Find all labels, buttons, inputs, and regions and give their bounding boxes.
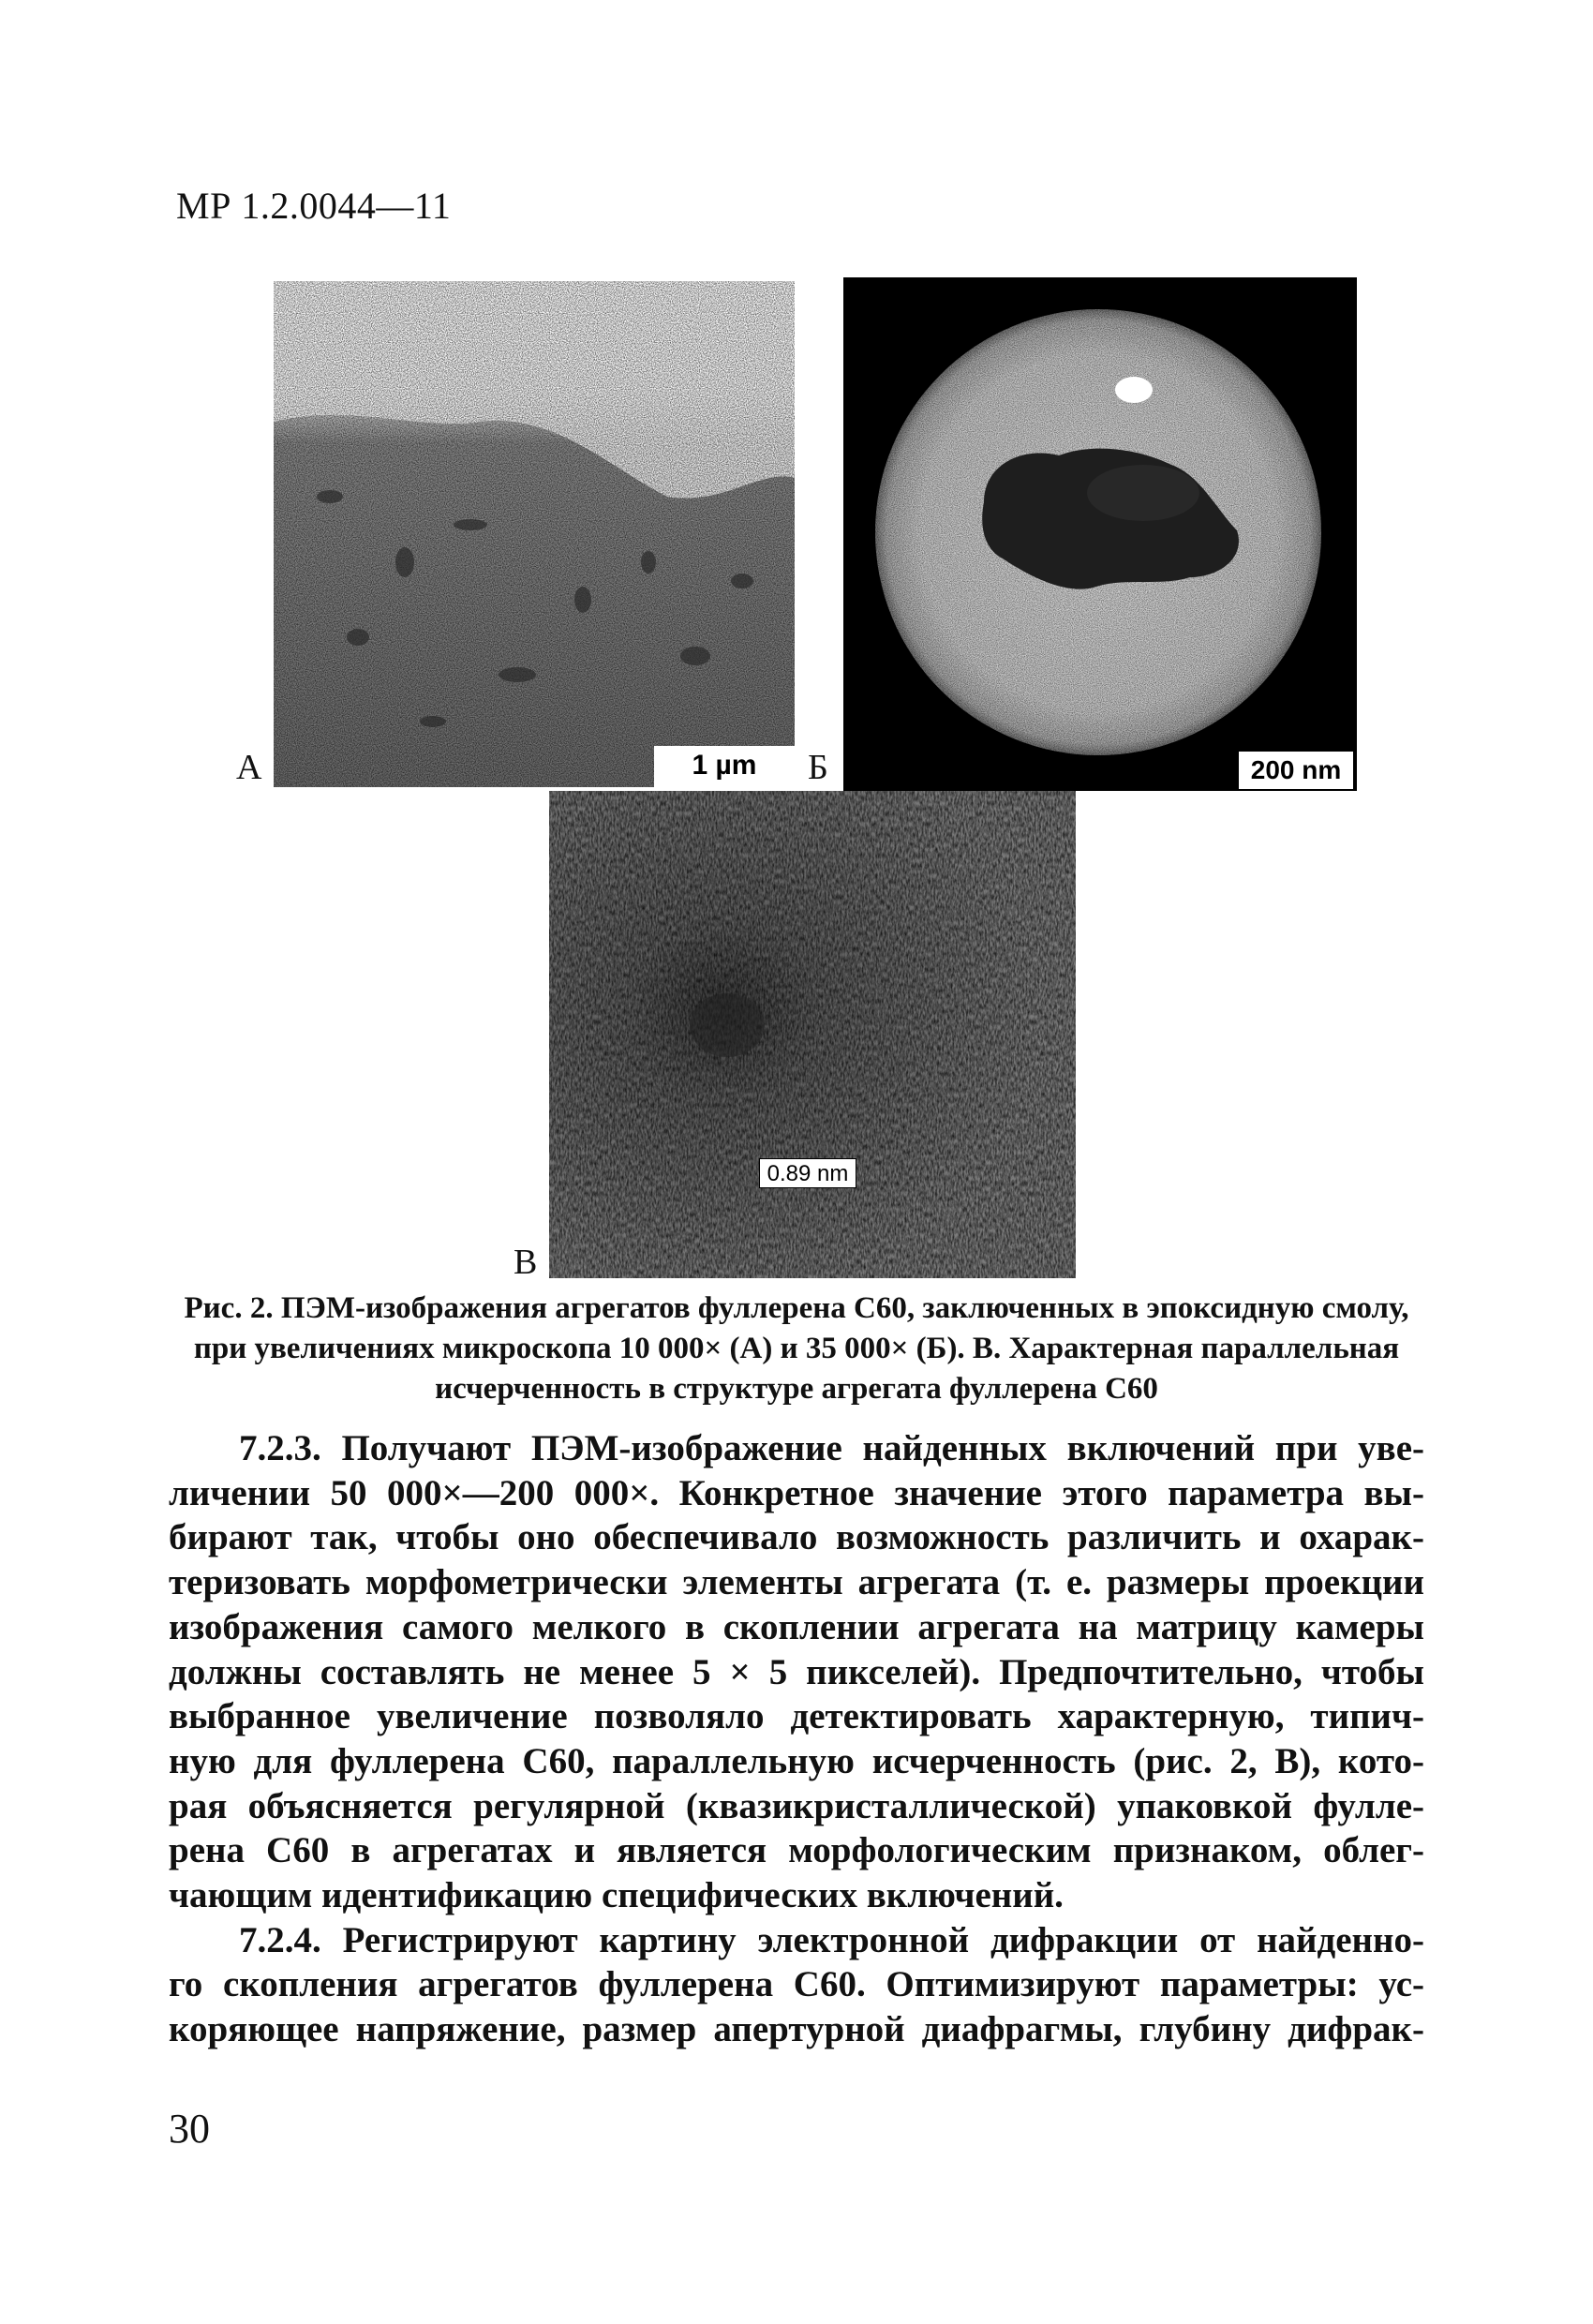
paragraph-7-2-3 — [169, 1426, 1424, 1918]
text-line: 7.2.4. Регистрируют картину электронной дифракции от найденно- — [239, 1919, 1424, 1960]
text-line: ную для фуллерена С60, параллельную исчерченность (рис. 2, В), кото- — [169, 1740, 1424, 1781]
document-code: МР 1.2.0044—11 — [176, 185, 452, 227]
tem-image-b-graphic — [843, 277, 1357, 791]
tem-image-c — [549, 791, 1076, 1278]
scalebar-a: 1 µm — [654, 746, 795, 787]
text-line: го скопления агрегатов фуллерена С60. Оптимизируют параметры: ус- — [169, 1964, 1424, 2005]
tem-image-c-graphic — [549, 791, 1076, 1278]
scalebar-b: 200 nm — [1239, 752, 1353, 789]
text-line: рена С60 в агрегатах и является морфологическим признаком, облег- — [169, 1830, 1424, 1871]
figure-caption-label: Рис. 2. — [184, 1291, 274, 1325]
tem-image-b — [843, 277, 1357, 791]
scalebar-c: 0.89 nm — [759, 1158, 856, 1188]
figure-caption-text: ПЭМ-изображения агрегатов фуллерена С60, заключенных в эпоксидную смолу, при увеличениях микроскопа 10 000× (А) и 35 000× (Б). В. Характерная параллельная исчерченность в структуре агрегата фуллерена С60 — [193, 1291, 1409, 1406]
text-line: чающим идентификацию специфических включений. — [169, 1875, 1064, 1916]
text-line: рая объясняется регулярной (квазикристаллической) упаковкой фулле- — [169, 1785, 1424, 1826]
paragraph-7-2-4 — [169, 1918, 1424, 2052]
panel-label-c: В — [514, 1243, 538, 1282]
panel-label-b: Б — [808, 748, 828, 787]
text-line: теризовать морфометрически элементы агрегата (т. е. размеры проекции — [169, 1562, 1424, 1603]
text-line: 7.2.3. Получают ПЭМ-изображение найденных включений при уве- — [239, 1428, 1424, 1468]
body-text — [169, 1426, 1424, 2052]
tem-image-a-graphic — [274, 281, 795, 787]
text-line: коряющее напряжение, размер апертурной диафрагмы, глубину дифрак- — [169, 2009, 1424, 2050]
text-line: выбранное увеличение позволяло детектировать характерную, типич- — [169, 1696, 1424, 1737]
figure-caption — [169, 1289, 1424, 1409]
page-number: 30 — [169, 2106, 210, 2152]
tem-image-a — [274, 281, 795, 787]
panel-label-a: А — [236, 748, 262, 787]
text-line: должны составлять не менее 5 × 5 пикселей). Предпочтительно, чтобы — [169, 1651, 1424, 1692]
text-line: личении 50 000×—200 000×. Конкретное значение этого параметра вы- — [169, 1472, 1424, 1513]
text-line: бирают так, чтобы оно обеспечивало возможность различить и охарак- — [169, 1517, 1424, 1558]
text-line: изображения самого мелкого в скоплении агрегата на матрицу камеры — [169, 1606, 1424, 1647]
